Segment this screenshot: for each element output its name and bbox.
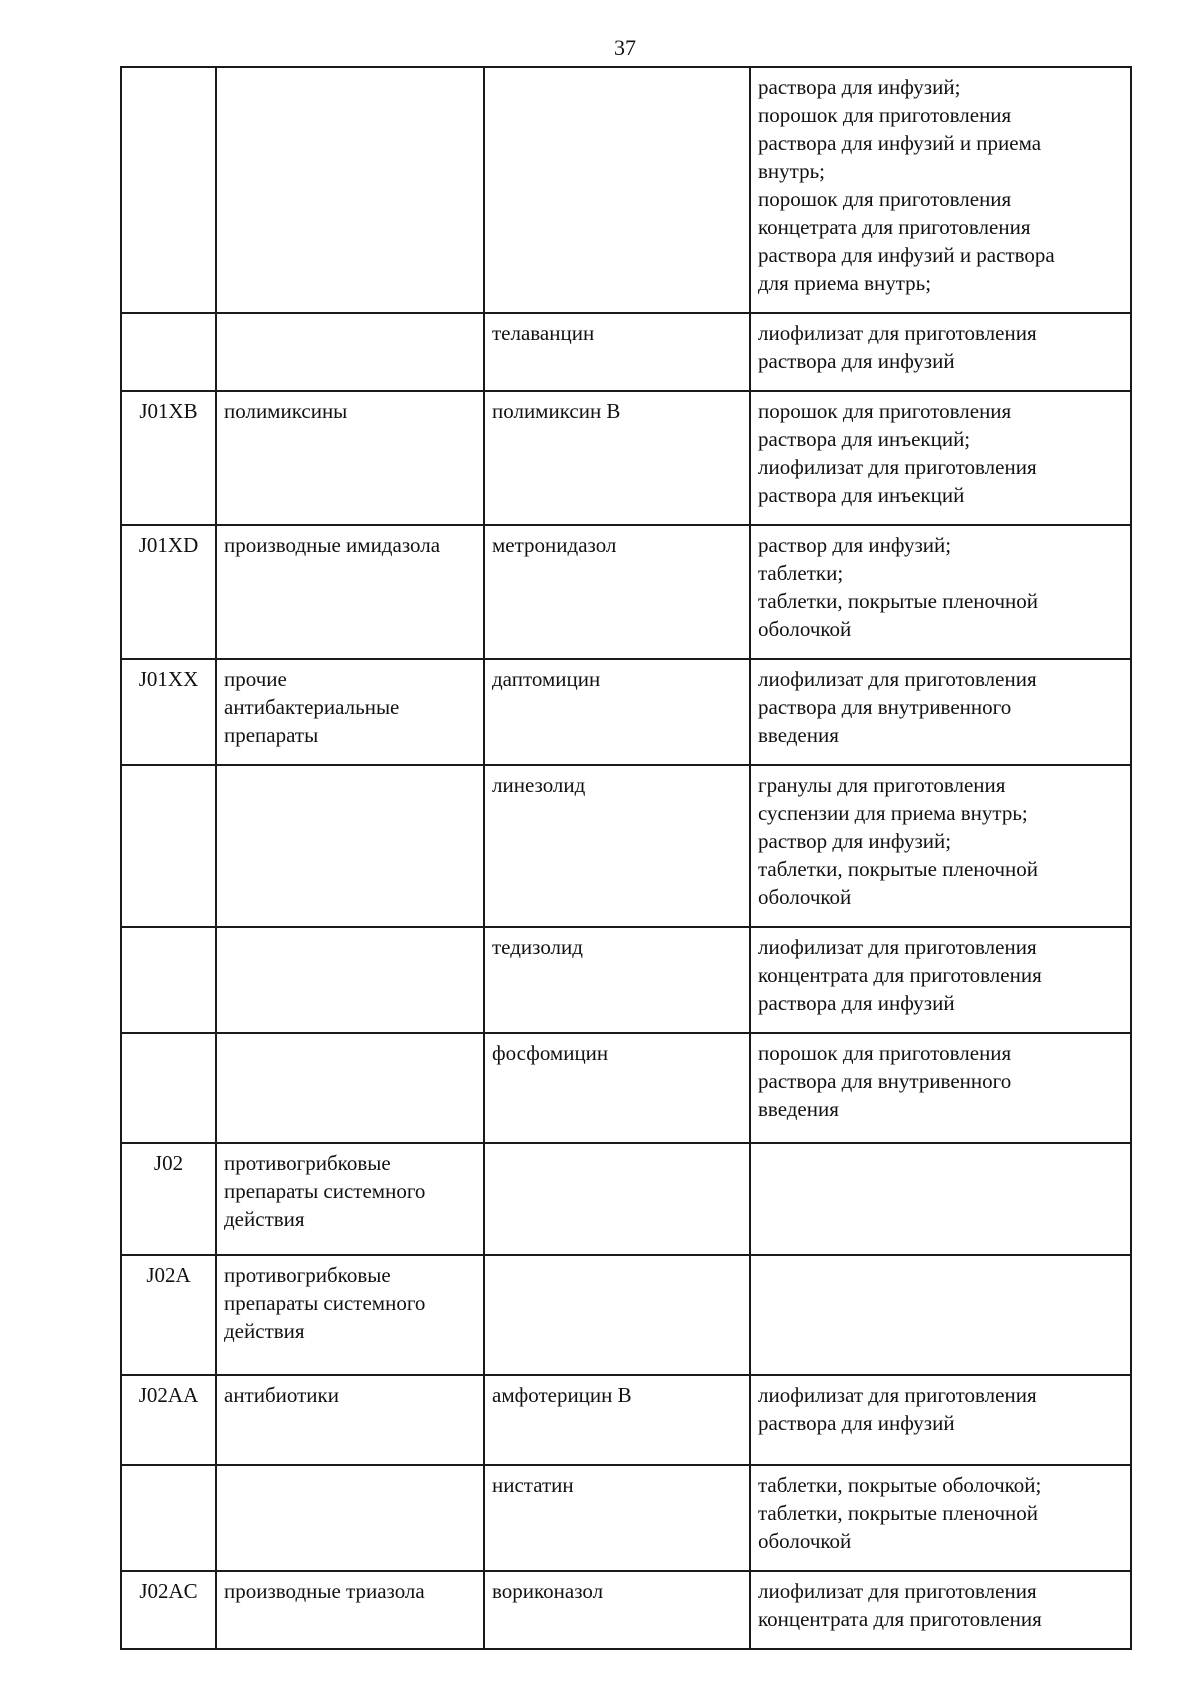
drug-name-cell: вориконазол [484,1571,750,1649]
group-name-cell [216,67,484,313]
dosage-forms-cell: гранулы для приготовления суспензии для приема внутрь; раствор для инфузий; таблетки, покрытые пленочной оболочкой [750,765,1131,927]
atc-code-cell: J02AA [121,1375,216,1465]
drug-name-cell: метронидазол [484,525,750,659]
dosage-forms-cell: лиофилизат для приготовления концентрата для приготовления [750,1571,1131,1649]
group-name-cell: полимиксины [216,391,484,525]
group-name-cell: антибиотики [216,1375,484,1465]
atc-code-cell [121,1033,216,1143]
drug-name-cell: полимиксин В [484,391,750,525]
table-row [121,1255,1131,1375]
drug-name-cell: тедизолид [484,927,750,1033]
dosage-forms-cell [750,1143,1131,1255]
atc-code-cell: J01XB [121,391,216,525]
table-row [121,1465,1131,1571]
group-name-cell: производные триазола [216,1571,484,1649]
group-name-cell: производные имидазола [216,525,484,659]
dosage-forms-cell: лиофилизат для приготовления раствора для инфузий [750,1375,1131,1465]
dosage-forms-cell: порошок для приготовления раствора для внутривенного введения [750,1033,1131,1143]
dosage-forms-cell: лиофилизат для приготовления раствора для инфузий [750,313,1131,391]
table-row [121,927,1131,1033]
table-row [121,1143,1131,1255]
table-row [121,1375,1131,1465]
drug-name-cell [484,67,750,313]
dosage-forms-cell: раствор для инфузий; таблетки; таблетки, покрытые пленочной оболочкой [750,525,1131,659]
atc-code-cell: J01XD [121,525,216,659]
atc-code-cell [121,313,216,391]
dosage-forms-cell: порошок для приготовления раствора для инъекций; лиофилизат для приготовления раствора для инъекций [750,391,1131,525]
drug-name-cell: нистатин [484,1465,750,1571]
atc-code-cell [121,1465,216,1571]
atc-code-cell: J02A [121,1255,216,1375]
table-row [121,1571,1131,1649]
group-name-cell: противогрибковые препараты системного действия [216,1255,484,1375]
table-row [121,313,1131,391]
drug-name-cell [484,1255,750,1375]
drug-name-cell: амфотерицин В [484,1375,750,1465]
drug-name-cell [484,1143,750,1255]
group-name-cell [216,1033,484,1143]
group-name-cell [216,1465,484,1571]
page-number: 37 [614,35,636,60]
group-name-cell [216,765,484,927]
table-row [121,391,1131,525]
table-row [121,765,1131,927]
atc-code-cell: J01XX [121,659,216,765]
group-name-cell [216,313,484,391]
group-name-cell: прочие антибактериальные препараты [216,659,484,765]
atc-code-cell [121,67,216,313]
dosage-forms-cell: лиофилизат для приготовления раствора для внутривенного введения [750,659,1131,765]
dosage-forms-cell: лиофилизат для приготовления концентрата для приготовления раствора для инфузий [750,927,1131,1033]
drug-table [120,66,1132,1650]
dosage-forms-cell: таблетки, покрытые оболочкой; таблетки, покрытые пленочной оболочкой [750,1465,1131,1571]
dosage-forms-cell [750,1255,1131,1375]
group-name-cell [216,927,484,1033]
drug-name-cell: даптомицин [484,659,750,765]
drug-name-cell: телаванцин [484,313,750,391]
drug-name-cell: фосфомицин [484,1033,750,1143]
atc-code-cell: J02 [121,1143,216,1255]
table-row [121,1033,1131,1143]
atc-code-cell [121,927,216,1033]
atc-code-cell: J02AC [121,1571,216,1649]
group-name-cell: противогрибковые препараты системного действия [216,1143,484,1255]
dosage-forms-cell: раствора для инфузий; порошок для приготовления раствора для инфузий и приема внутрь; порошок для приготовления концетрата для приготовления раствора для инфузий и раствора для приема внутрь; [750,67,1131,313]
drug-name-cell: линезолид [484,765,750,927]
table-row [121,67,1131,313]
atc-code-cell [121,765,216,927]
table-row [121,525,1131,659]
table-row [121,659,1131,765]
